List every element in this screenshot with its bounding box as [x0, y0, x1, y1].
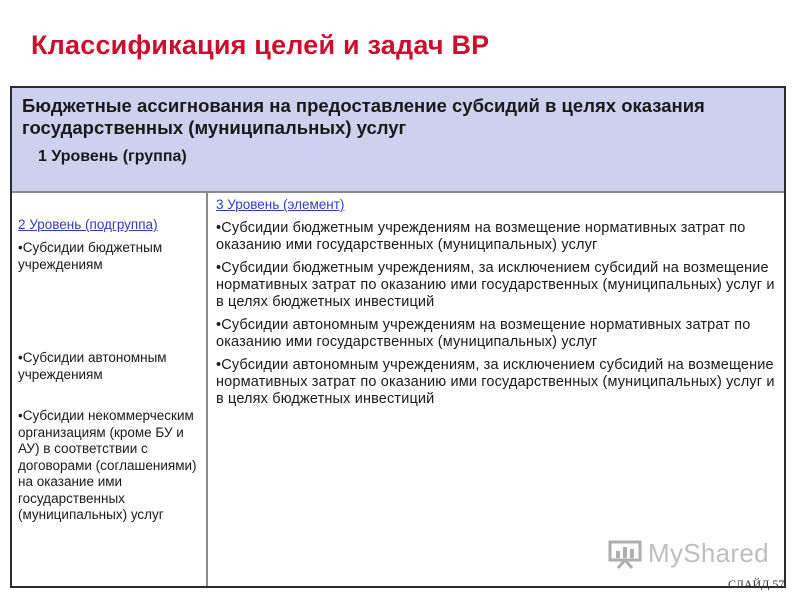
slide-title: Классификация целей и задач ВР [31, 30, 490, 60]
watermark-text: MyShared [648, 538, 769, 568]
header-title: Бюджетные ассигнования на предоставление субсидий в целях оказания государственных (муниципальных) услуг [22, 95, 705, 138]
level2-item: •Субсидии автономным учреждениям [18, 350, 167, 382]
classification-table [10, 86, 786, 588]
level3-item: •Субсидии бюджетным учреждениям на возмещение нормативных затрат по оказанию ими государственных (муниципальных) услуг [216, 220, 746, 253]
level3-item: •Субсидии бюджетным учреждениям, за исключением субсидий на возмещение нормативных затрат по оказанию ими государственных (муниципальных) услуг и в целях бюджетных инвестиций [216, 260, 775, 310]
level3-item: •Субсидии автономным учреждениям на возмещение нормативных затрат по оказанию ими государственных (муниципальных) услуг [216, 317, 751, 350]
level2-item: •Субсидии бюджетным учреждениям [18, 240, 163, 272]
header-level-label: 1 Уровень (группа) [38, 148, 187, 165]
level3-column [208, 193, 784, 586]
level3-item: •Субсидии автономным учреждениям, за исключением субсидий на возмещение нормативных затрат по оказанию ими государственных (муниципальных) услуг и в целях бюджетных инвестиций [216, 357, 775, 407]
table-header [12, 88, 784, 193]
slide-number: СЛАЙД 57 [728, 577, 785, 591]
level3-link[interactable]: 3 Уровень (элемент) [216, 197, 345, 212]
presentation-board-icon [608, 539, 642, 569]
level2-column [12, 193, 208, 586]
level2-item: •Субсидии некоммерческим организациям (кроме БУ и АУ) в соответствии с договорами (соглашениями) на оказание ими государственных (муниципальных) услуг [18, 408, 197, 522]
level2-link[interactable]: 2 Уровень (подгруппа) [18, 217, 158, 232]
myshared-watermark [608, 538, 769, 569]
